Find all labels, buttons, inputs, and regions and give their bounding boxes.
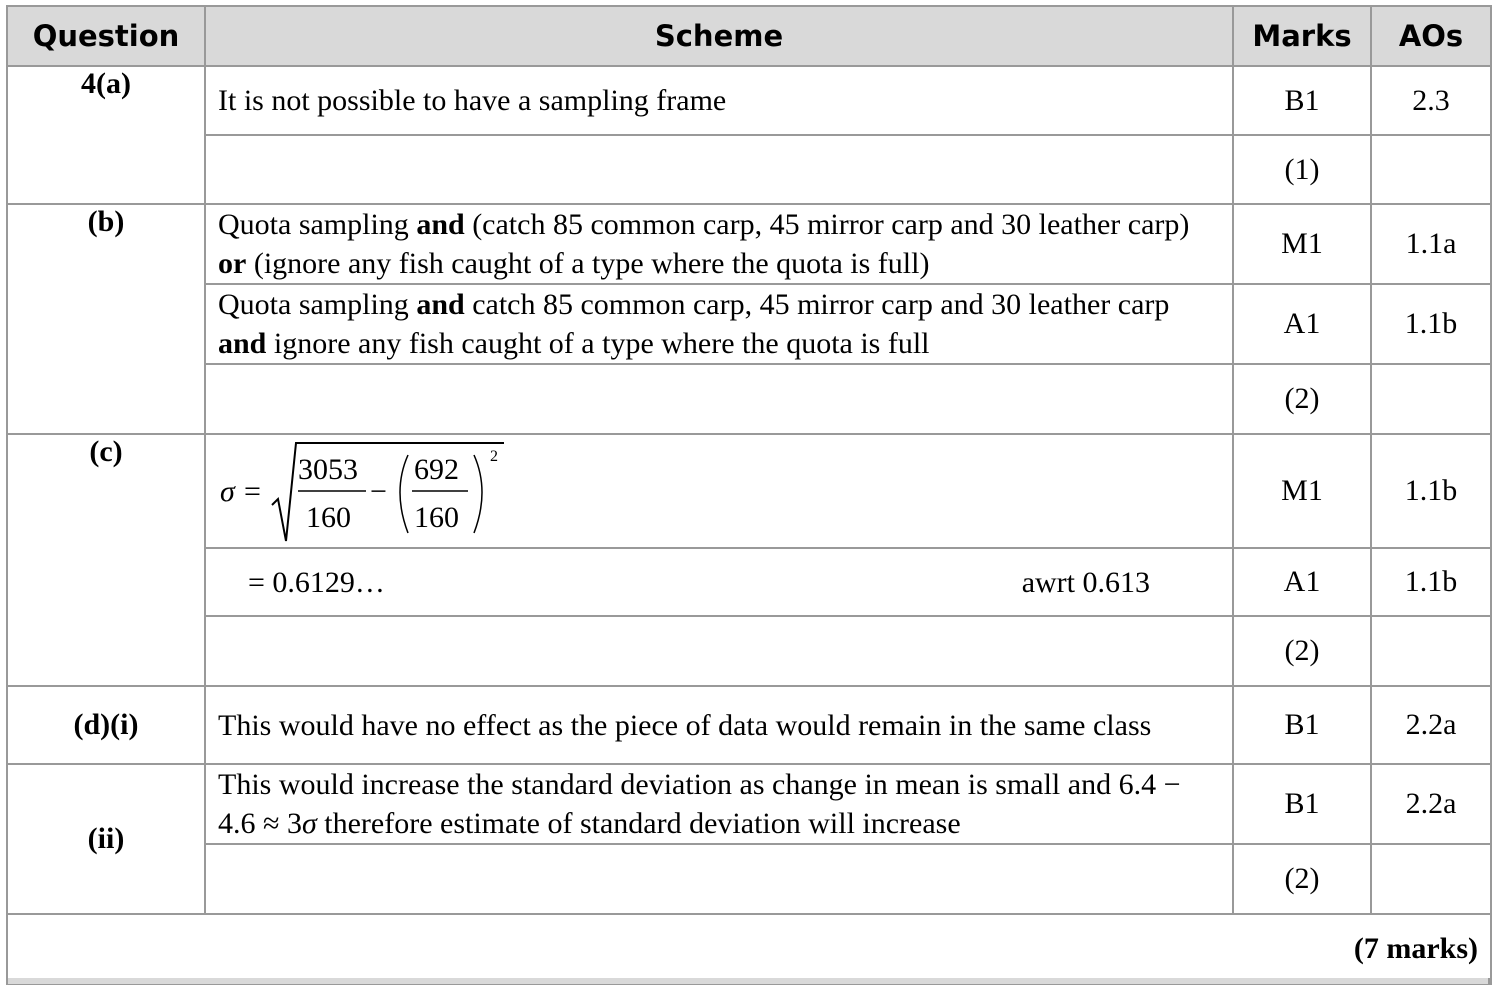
scheme-cell: This would have no effect as the piece of data would remain in the same class — [205, 686, 1233, 764]
ao-cell-empty — [1371, 364, 1491, 434]
table-row — [7, 284, 1491, 364]
scheme-text: Quota sampling — [218, 288, 417, 321]
scheme-text: Quota sampling — [218, 208, 417, 241]
scheme-text: therefore estimate of standard deviation will increase — [316, 807, 961, 840]
ao-cell: 1.1b — [1371, 434, 1491, 548]
right-paren — [474, 455, 482, 533]
table-row — [7, 434, 1491, 548]
mark-cell: B1 — [1233, 686, 1371, 764]
formula-graphic — [218, 437, 518, 545]
mark-cell: B1 — [1233, 66, 1371, 135]
mark-total-cell: (2) — [1233, 364, 1371, 434]
mark-cell: B1 — [1233, 764, 1371, 844]
table-row — [7, 204, 1491, 284]
mark-total-cell: (2) — [1233, 844, 1371, 914]
table-row — [7, 616, 1491, 686]
header-aos: AOs — [1371, 6, 1491, 66]
table-row — [7, 135, 1491, 204]
ao-cell-empty — [1371, 844, 1491, 914]
table-row — [7, 914, 1491, 984]
mark-total-cell: (1) — [1233, 135, 1371, 204]
equals-sign: = — [244, 475, 261, 508]
scheme-bold: or — [218, 247, 247, 280]
ao-cell: 1.1b — [1371, 548, 1491, 616]
result-value: = 0.6129… — [248, 565, 385, 599]
fraction-denominator: 160 — [414, 501, 459, 534]
scheme-cell: It is not possible to have a sampling frame — [205, 66, 1233, 135]
scheme-text: catch 85 common carp, 45 mirror carp and 30 leather carp — [464, 288, 1170, 321]
awrt-note: awrt 0.613 — [1021, 565, 1150, 599]
question-label-c: (c) — [7, 434, 205, 686]
sigma-formula — [218, 437, 1220, 545]
scheme-cell — [205, 204, 1233, 284]
mark-total-cell: (2) — [1233, 616, 1371, 686]
question-label-ii: (ii) — [7, 764, 205, 914]
mark-scheme-table — [6, 5, 1492, 985]
scheme-cell-empty — [205, 135, 1233, 204]
scheme-cell — [205, 764, 1233, 844]
scheme-cell-empty — [205, 844, 1233, 914]
ao-cell: 1.1b — [1371, 284, 1491, 364]
ao-cell: 2.3 — [1371, 66, 1491, 135]
footer-strip — [6, 978, 1490, 984]
mark-cell: M1 — [1233, 204, 1371, 284]
scheme-cell — [205, 548, 1233, 616]
ao-cell-empty — [1371, 616, 1491, 686]
question-label-di: (d)(i) — [7, 686, 205, 764]
fraction-denominator: 160 — [306, 501, 351, 534]
scheme-cell-empty — [205, 364, 1233, 434]
question-label-b: (b) — [7, 204, 205, 434]
table-row — [7, 66, 1491, 135]
scheme-bold: and — [218, 327, 267, 360]
scheme-text: This would increase the standard deviation as change in mean is small and — [218, 768, 1119, 801]
scheme-text: (catch 85 common carp, 45 mirror carp and 30 leather carp) — [464, 208, 1190, 241]
math-expression: 6.4 − 4.6 ≈ 3 — [218, 768, 1181, 840]
table-row — [7, 548, 1491, 616]
ao-cell-empty — [1371, 135, 1491, 204]
header-scheme: Scheme — [205, 6, 1233, 66]
exponent: 2 — [490, 448, 498, 465]
fraction-numerator: 3053 — [298, 453, 358, 486]
header-row — [7, 6, 1491, 66]
minus-sign: − — [370, 475, 387, 508]
sigma-symbol: σ — [220, 475, 235, 508]
table-row — [7, 686, 1491, 764]
mark-cell: M1 — [1233, 434, 1371, 548]
scheme-cell — [205, 284, 1233, 364]
table-row — [7, 844, 1491, 914]
question-label-4a: 4(a) — [7, 66, 205, 204]
fraction-numerator: 692 — [414, 453, 459, 486]
ao-cell: 1.1a — [1371, 204, 1491, 284]
sigma-symbol: σ — [301, 807, 317, 840]
scheme-bold: and — [416, 208, 465, 241]
table-row — [7, 364, 1491, 434]
mark-cell: A1 — [1233, 284, 1371, 364]
scheme-cell-empty — [205, 616, 1233, 686]
scheme-bold: and — [416, 288, 465, 321]
header-marks: Marks — [1233, 6, 1371, 66]
mark-cell: A1 — [1233, 548, 1371, 616]
header-question: Question — [7, 6, 205, 66]
left-paren — [400, 455, 408, 533]
ao-cell: 2.2a — [1371, 764, 1491, 844]
ao-cell: 2.2a — [1371, 686, 1491, 764]
table-row — [7, 764, 1491, 844]
total-marks: (7 marks) — [7, 914, 1491, 984]
scheme-text: ignore any fish caught of a type where the quota is full — [266, 327, 930, 360]
scheme-cell-formula — [205, 434, 1233, 548]
scheme-text: (ignore any fish caught of a type where the quota is full) — [246, 247, 930, 280]
